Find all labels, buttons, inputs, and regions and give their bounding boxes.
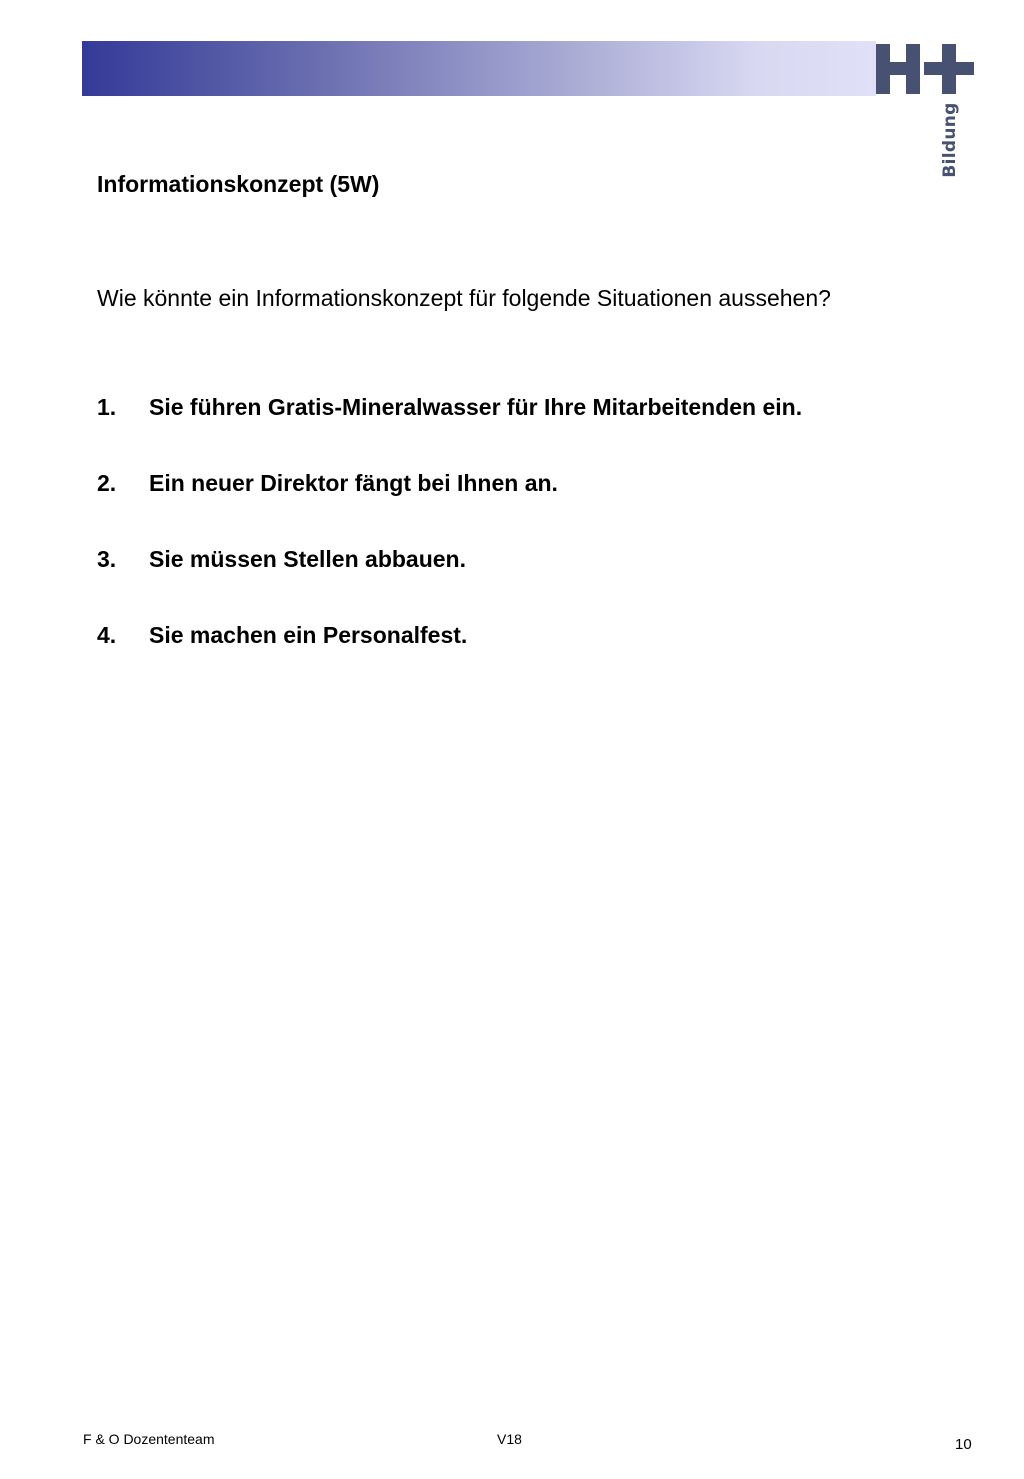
- item-text: Sie müssen Stellen abbauen.: [149, 546, 466, 572]
- footer-author: F & O Dozententeam: [83, 1431, 215, 1447]
- situation-list: [97, 392, 937, 696]
- item-text: Sie führen Gratis-Mineralwasser für Ihre Mitarbeitenden ein.: [149, 394, 803, 420]
- list-item: [97, 468, 937, 544]
- item-number: 3.: [97, 546, 117, 572]
- list-item: [97, 620, 937, 696]
- intro-question: Wie könnte ein Informationskonzept für folgende Situationen aussehen?: [97, 285, 831, 311]
- logo-subtitle: Bildung: [940, 102, 960, 178]
- page-title: Informationskonzept (5W): [97, 171, 380, 197]
- item-text: Sie machen ein Personalfest.: [149, 622, 468, 648]
- item-number: 1.: [97, 394, 117, 420]
- list-item: [97, 392, 937, 468]
- list-item: [97, 544, 937, 620]
- page-number: 10: [955, 1436, 972, 1453]
- item-number: 2.: [97, 470, 117, 496]
- header-gradient-bar: [82, 41, 876, 96]
- item-number: 4.: [97, 622, 117, 648]
- footer-version: V18: [497, 1431, 522, 1447]
- item-text: Ein neuer Direktor fängt bei Ihnen an.: [149, 470, 558, 496]
